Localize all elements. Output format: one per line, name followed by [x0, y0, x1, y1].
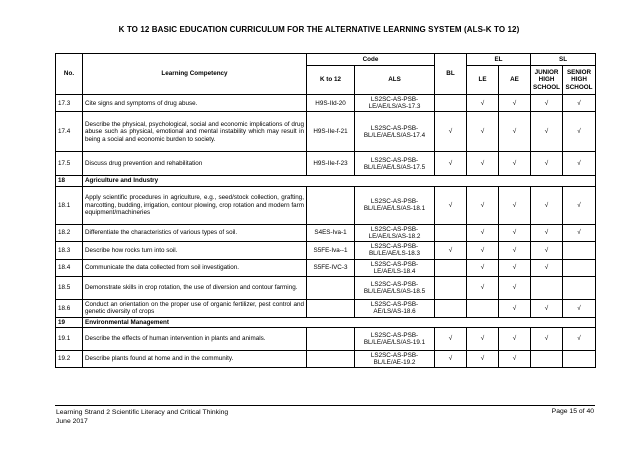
row-jhs-check: √ [531, 224, 563, 241]
row-competency: Describe the physical, psychological, social and economic implications of drug abuse such as physical, emotional and mental instability which may result in being a social and economic burden to society. [83, 112, 307, 152]
header-ae: AE [499, 66, 531, 95]
footer-date: June 2017 [56, 418, 88, 426]
header-competency: Learning Competency [83, 54, 307, 95]
row-le-check: √ [467, 152, 499, 176]
row-jhs-check: √ [531, 152, 563, 176]
row-ae-check: √ [499, 300, 531, 317]
row-k12-code: S5FE-IVC-3 [307, 259, 355, 276]
row-k12-code: S5FE-Iva--1 [307, 242, 355, 259]
table-row [56, 186, 596, 224]
row-als-code: LS2SC-AS-PSB-BL/LE/AE/LS/AS-19.1 [355, 327, 435, 350]
row-bl-check: √ [435, 327, 467, 350]
row-shs-check: √ [563, 152, 596, 176]
row-jhs-check: √ [531, 95, 563, 112]
row-ae-check: √ [499, 277, 531, 300]
row-ae-check: √ [499, 112, 531, 152]
row-le-check: √ [467, 95, 499, 112]
row-jhs-check [531, 277, 563, 300]
row-als-code: LS2SC-AS-PSB-BL/LE/AE-19.2 [355, 350, 435, 367]
row-competency: Describe the effects of human intervention in plants and animals. [83, 327, 307, 350]
row-number: 17.3 [56, 95, 83, 112]
row-competency: Cite signs and symptoms of drug abuse. [83, 95, 307, 112]
row-als-code: LS2SC-AS-PSB-BL/LE/AE/LS/AS-17.4 [355, 112, 435, 152]
row-number: 19.1 [56, 327, 83, 350]
row-ae-check: √ [499, 350, 531, 367]
section-number: 18 [56, 176, 83, 186]
row-ae-check: √ [499, 327, 531, 350]
row-number: 17.4 [56, 112, 83, 152]
row-ae-check: √ [499, 242, 531, 259]
footer-page-number: Page 15 of 40 [551, 408, 594, 415]
curriculum-table [55, 53, 596, 368]
row-le-check: √ [467, 186, 499, 224]
row-ae-check: √ [499, 152, 531, 176]
row-als-code: LS2SC-AS-PSB-AE/LS/AS-18.6 [355, 300, 435, 317]
row-competency: Conduct an orientation on the proper use of organic fertilizer, pest control and genetic diversity of crops [83, 300, 307, 317]
row-competency: Demonstrate skills in crop rotation, the use of diversion and contour farming. [83, 277, 307, 300]
section-number: 19 [56, 317, 83, 327]
row-bl-check [435, 224, 467, 241]
footer-left [56, 408, 228, 426]
row-shs-check: √ [563, 224, 596, 241]
footer-divider [55, 405, 595, 406]
row-k12-code: H9S-IIe-f-21 [307, 112, 355, 152]
row-bl-check [435, 300, 467, 317]
row-shs-check: √ [563, 112, 596, 152]
row-als-code: LS2SC-AS-PSB-LE/AE/LS/AS-18.2 [355, 224, 435, 241]
row-shs-check: √ [563, 300, 596, 317]
section-row [56, 317, 596, 327]
row-bl-check: √ [435, 152, 467, 176]
row-number: 18.5 [56, 277, 83, 300]
row-shs-check: √ [563, 327, 596, 350]
row-le-check: √ [467, 242, 499, 259]
table-row [56, 259, 596, 276]
row-ae-check: √ [499, 259, 531, 276]
row-competency: Describe how rocks turn into soil. [83, 242, 307, 259]
row-competency: Apply scientific procedures in agriculture, e.g., seed/stock collection, grafting, marcotting, budding, irrigation, contour plowing, crop rotation and modern farm equipment/machineries [83, 186, 307, 224]
row-als-code: LS2SC-AS-PSB-BL/LE/AE/LS/AS-17.5 [355, 152, 435, 176]
row-bl-check: √ [435, 186, 467, 224]
row-number: 18.1 [56, 186, 83, 224]
row-le-check: √ [467, 350, 499, 367]
row-shs-check [563, 277, 596, 300]
table-row [56, 350, 596, 367]
row-competency: Communicate the data collected from soil investigation. [83, 259, 307, 276]
row-ae-check: √ [499, 186, 531, 224]
row-bl-check [435, 277, 467, 300]
row-jhs-check: √ [531, 112, 563, 152]
row-shs-check: √ [563, 186, 596, 224]
row-k12-code [307, 186, 355, 224]
row-competency: Describe plants found at home and in the community. [83, 350, 307, 367]
header-k12: K to 12 [307, 66, 355, 95]
row-k12-code [307, 300, 355, 317]
row-jhs-check: √ [531, 242, 563, 259]
header-junior-high: JUNIOR HIGH SCHOOL [531, 66, 563, 95]
row-jhs-check: √ [531, 259, 563, 276]
header-bl: BL [435, 54, 467, 95]
table-body [56, 95, 596, 368]
row-jhs-check: √ [531, 300, 563, 317]
row-number: 18.6 [56, 300, 83, 317]
table-row [56, 95, 596, 112]
row-number: 18.4 [56, 259, 83, 276]
table-row [56, 327, 596, 350]
row-number: 19.2 [56, 350, 83, 367]
row-le-check: √ [467, 277, 499, 300]
row-number: 18.2 [56, 224, 83, 241]
header-code: Code [307, 54, 435, 66]
header-senior-high: SENIOR HIGH SCHOOL [563, 66, 596, 95]
header-le: LE [467, 66, 499, 95]
row-bl-check [435, 259, 467, 276]
page-title: K TO 12 BASIC EDUCATION CURRICULUM FOR THE ALTERNATIVE LEARNING SYSTEM (ALS-K TO 12) [118, 25, 520, 34]
row-competency: Discuss drug prevention and rehabilitation [83, 152, 307, 176]
row-shs-check: √ [563, 95, 596, 112]
row-shs-check [563, 259, 596, 276]
row-bl-check: √ [435, 350, 467, 367]
row-k12-code [307, 277, 355, 300]
section-title: Agriculture and Industry [83, 176, 596, 186]
row-le-check: √ [467, 327, 499, 350]
row-k12-code [307, 350, 355, 367]
row-ae-check: √ [499, 95, 531, 112]
row-shs-check [563, 242, 596, 259]
table-row [56, 112, 596, 152]
row-als-code: LS2SC-AS-PSB-BL/LE/AE/LS/AS-18.5 [355, 277, 435, 300]
row-ae-check: √ [499, 224, 531, 241]
table-row [56, 152, 596, 176]
table-row [56, 242, 596, 259]
row-le-check: √ [467, 259, 499, 276]
table-row [56, 277, 596, 300]
header-no: No. [56, 54, 83, 95]
row-shs-check [563, 350, 596, 367]
section-title: Environmental Management [83, 317, 596, 327]
row-k12-code [307, 327, 355, 350]
footer-strand: Learning Strand 2 Scientific Literacy and Critical Thinking [56, 409, 229, 416]
header-el: EL [467, 54, 531, 66]
row-als-code: LS2SC-AS-PSB-BL/LE/AE/LS-18.3 [355, 242, 435, 259]
table-row [56, 300, 596, 317]
row-bl-check [435, 95, 467, 112]
row-number: 18.3 [56, 242, 83, 259]
row-k12-code: S4ES-Iva-1 [307, 224, 355, 241]
row-als-code: LS2SC-AS-PSB-LE/AE/LS-18.4 [355, 259, 435, 276]
row-als-code: LS2SC-AS-PSB-BL/LE/AE/LS/AS-18.1 [355, 186, 435, 224]
row-jhs-check: √ [531, 327, 563, 350]
table-row [56, 224, 596, 241]
header-als: ALS [355, 66, 435, 95]
row-als-code: LS2SC-AS-PSB-LE/AE/LS/AS-17.3 [355, 95, 435, 112]
section-row [56, 176, 596, 186]
row-k12-code: H9S-IIe-f-23 [307, 152, 355, 176]
row-k12-code: H9S-IId-20 [307, 95, 355, 112]
row-number: 17.5 [56, 152, 83, 176]
row-le-check: √ [467, 112, 499, 152]
row-competency: Differentiate the characteristics of various types of soil. [83, 224, 307, 241]
row-le-check: √ [467, 224, 499, 241]
row-jhs-check [531, 350, 563, 367]
row-bl-check: √ [435, 112, 467, 152]
header-sl: SL [531, 54, 596, 66]
row-le-check [467, 300, 499, 317]
row-bl-check: √ [435, 242, 467, 259]
row-jhs-check: √ [531, 186, 563, 224]
